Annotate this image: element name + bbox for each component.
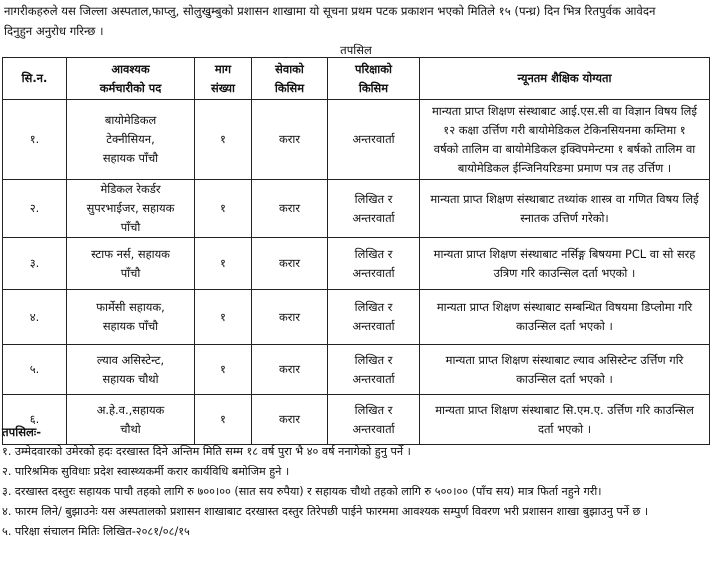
cell-qualification: मान्यता प्राप्त शिक्षण संस्थाबाट नर्सिङ्ग बिषयमा PCL वा सो सरह उत्रिण गरि काउन्सिल दर्ता भएको । (420, 238, 710, 290)
cell-post: अ.हे.व.,सहायक चौथो (67, 395, 195, 445)
header-exam: परिक्षाको किसिम (328, 58, 420, 100)
cell-post: बायोमेडिकल टेक्नीसियन, सहायक पाँचौ (67, 100, 195, 180)
header-sn: सि.न. (3, 58, 67, 100)
table-row (3, 180, 710, 238)
header-qualification: न्यूनतम शैक्षिक योग्यता (420, 58, 710, 100)
cell-exam: लिखित र अन्तरवार्ता (328, 180, 420, 238)
table-row (3, 290, 710, 345)
cell-sn: १. (3, 100, 67, 180)
intro-paragraph (4, 1, 704, 41)
cell-sn: २. (3, 180, 67, 238)
cell-exam: लिखित र अन्तरवार्ता (328, 395, 420, 445)
cell-service: करार (252, 238, 328, 290)
table-row (3, 100, 710, 180)
notes-list (2, 442, 708, 542)
cell-exam: अन्तरवार्ता (328, 100, 420, 180)
cell-post: मेडिकल रेकर्डर सुपरभाईजर, सहायक पाँचौ (67, 180, 195, 238)
intro-line: नागरीकहरुले यस जिल्ला अस्पताल,फाप्लु, सोलुखुम्बुको प्रशासन शाखामा यो सूचना प्रथम पटक प्रकाशन भएको मितिले १५ (पन्ध्र) दिन भित्र रितपुर्वक आवेदन (4, 4, 656, 18)
cell-service: करार (252, 345, 328, 395)
cell-qualification: मान्यता प्राप्त शिक्षण संस्थाबाट आई.एस.सी वा विज्ञान विषय लिई १२ कक्षा उर्त्तिण गरी बायोमेडिकल टेकिनसियनमा कम्तिमा १ वर्षको तालिम वा बायोमेडिकल इक्विपमेन्टमा १ बर्षको तालिम वा बायोमेडिकल ईन्जिनियरिङमा प्रमाण पत्र तह उर्त्तिण । (420, 100, 710, 180)
cell-service: करार (252, 395, 328, 445)
intro-line: दिनुहुन अनुरोध गरिन्छ । (4, 24, 104, 38)
cell-qualification: मान्यता प्राप्त शिक्षण संस्थाबाट ल्याव असिस्टेन्ट उर्त्तिण गरि काउन्सिल दर्ता भएको । (420, 345, 710, 395)
cell-demand: १ (195, 395, 252, 445)
cell-demand: १ (195, 290, 252, 345)
header-service: सेवाको किसिम (252, 58, 328, 100)
cell-post: स्टाफ नर्स, सहायक पाँचौ (67, 238, 195, 290)
cell-qualification: मान्यता प्राप्त शिक्षण संस्थाबाट सम्बन्धित विषयमा डिप्लोमा गरि काउन्सिल दर्ता भएको । (420, 290, 710, 345)
cell-service: करार (252, 290, 328, 345)
note-item: ४. फारम लिने/ बुझाउनेः यस अस्पतालको प्रशासन शाखाबाट दरखास्त दस्तुर तिरेपछी पाईने फारममा आवश्यक सम्पुर्ण विवरण भरी प्रशासन शाखा बुझाउनु पर्ने छ । (2, 505, 649, 518)
cell-qualification: मान्यता प्राप्त शिक्षण संस्थाबाट सि.एम.ए. उर्त्तिण गरि काउन्सिल दर्ता भएको । (420, 395, 710, 445)
note-item: ५. परिक्षा संचालन मितिः लिखित-२०८१/०८/१५ (2, 525, 190, 538)
cell-post: ल्याव असिस्टेन्ट, सहायक चौथो (67, 345, 195, 395)
cell-sn: ३. (3, 238, 67, 290)
notes-title: तपसिलः- (2, 425, 42, 439)
cell-exam: लिखित र अन्तरवार्ता (328, 345, 420, 395)
header-post: आवश्यक कर्मचारीको पद (67, 58, 195, 100)
note-item: १. उम्मेदवारको उमेरको हदः दरखास्त दिने अन्तिम मिति सम्म १८ वर्ष पुरा भै ४० वर्ष ननागेको हुनु पर्ने । (2, 445, 411, 458)
cell-qualification: मान्यता प्राप्त शिक्षण संस्थाबाट तथ्यांक शास्त्र वा गणित विषय लिई स्नातक उत्तिर्ण गरेको। (420, 180, 710, 238)
vacancy-table (2, 57, 710, 445)
cell-demand: १ (195, 345, 252, 395)
table-caption: तपसिल (340, 43, 372, 57)
table-row (3, 395, 710, 445)
note-item: ३. दरखास्त दस्तुरः सहायक पाचौ तहको लागि रु ७००।०० (सात सय रुपैया) र सहायक चौथो तहको लागि रु ५००।०० (पाँच सय) मात्र फिर्ता नहुने गरी। (2, 485, 602, 498)
cell-exam: लिखित र अन्तरवार्ता (328, 290, 420, 345)
cell-sn: ६. (3, 395, 67, 445)
table-header-row (3, 58, 710, 100)
note-item: २. पारिश्रमिक सुविधाः प्रदेश स्वास्थ्यकर्मी करार कार्यविधि बमोजिम हुने । (2, 465, 290, 478)
cell-sn: ४. (3, 290, 67, 345)
cell-post: फार्मेसी सहायक, सहायक पाँचौ (67, 290, 195, 345)
header-demand: माग संख्या (195, 58, 252, 100)
cell-demand: १ (195, 100, 252, 180)
cell-demand: १ (195, 180, 252, 238)
cell-service: करार (252, 180, 328, 238)
cell-sn: ५. (3, 345, 67, 395)
table-row (3, 345, 710, 395)
cell-demand: १ (195, 238, 252, 290)
cell-service: करार (252, 100, 328, 180)
table-row (3, 238, 710, 290)
cell-exam: लिखित र अन्तरवार्ता (328, 238, 420, 290)
